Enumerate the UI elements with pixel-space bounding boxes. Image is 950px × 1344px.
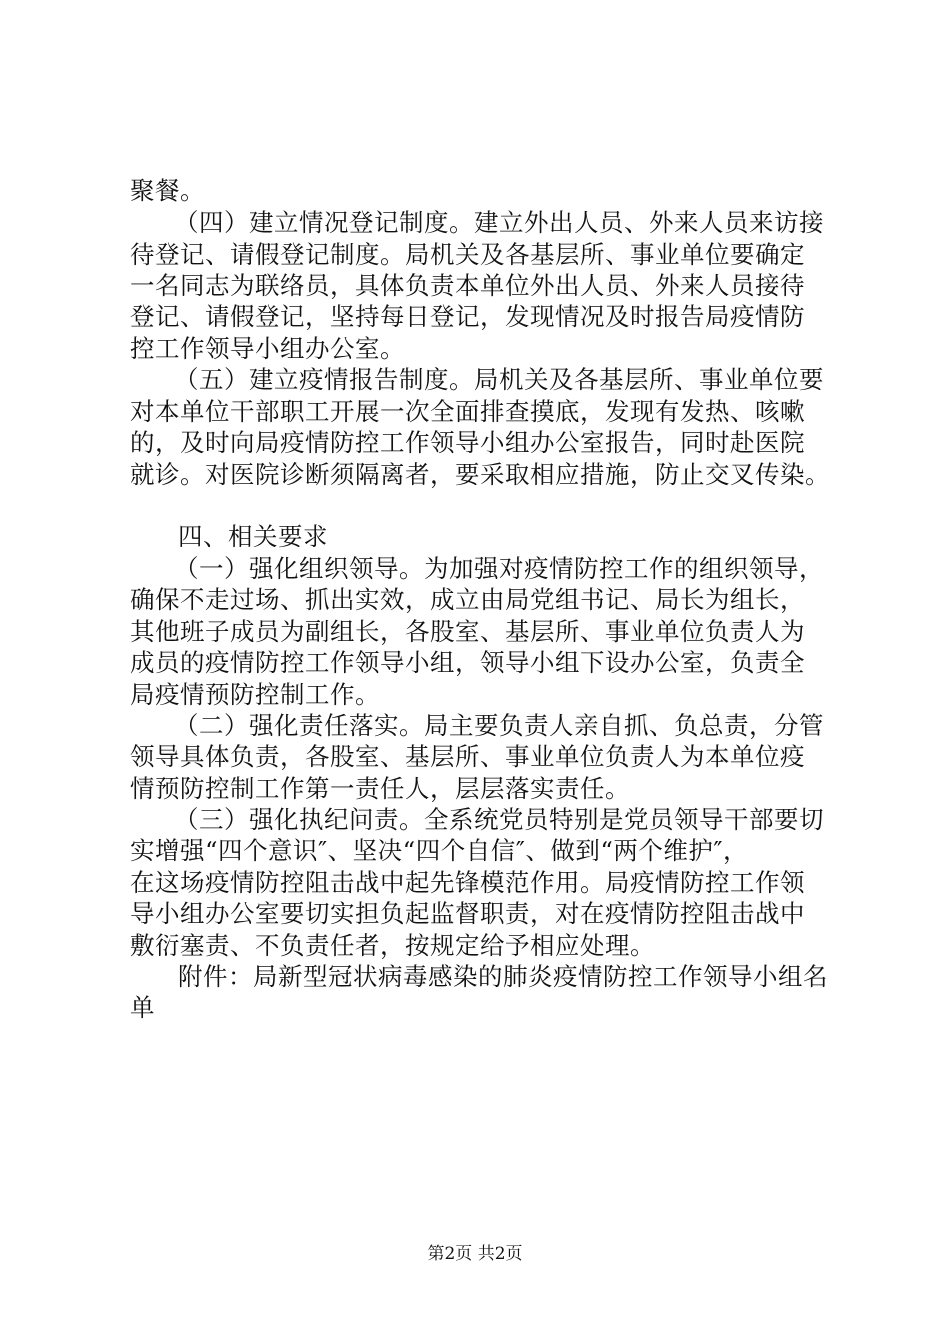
text-line-22: 在这场疫情防控阻击战中起先锋模范作用。局疫情防控工作领 <box>130 868 805 897</box>
text-line-5: 登记、请假登记，坚持每日登记，发现情况及时报告局疫情防 <box>130 302 805 331</box>
text-line-2: （四）建立情况登记制度。建立外出人员、外来人员来访接 <box>174 208 824 237</box>
section-heading: 四、相关要求 <box>178 522 328 551</box>
text-line-23: 导小组办公室要切实担负起监督职责，对在疫情防控阻击战中 <box>130 899 805 928</box>
text-line-21: 实增强“四个意识″、坚决“四个自信″、做到“两个维护″， <box>130 836 749 865</box>
text-line-10: 就诊。对医院诊断须隔离者，要采取相应措施，防止交叉传染。 <box>130 460 830 489</box>
text-line-1: 聚餐。 <box>130 176 205 205</box>
text-line-8: 对本单位干部职工开展一次全面排查摸底，发现有发热、咳嗽 <box>130 397 805 426</box>
text-line-24: 敷衍塞责、不负责任者，按规定给予相应处理。 <box>130 931 655 960</box>
attachment-line: 附件：局新型冠状病毒感染的肺炎疫情防控工作领导小组名 <box>178 962 828 991</box>
text-line-4: 一名同志为联络员，具体负责本单位外出人员、外来人员接待 <box>130 271 805 300</box>
text-line-17: （二）强化责任落实。局主要负责人亲自抓、负总责，分管 <box>174 711 824 740</box>
text-line-3: 待登记、请假登记制度。局机关及各基层所、事业单位要确定 <box>130 240 805 269</box>
page-number-footer: 第2页 共2页 <box>427 1244 523 1264</box>
text-line-16: 局疫情预防控制工作。 <box>130 680 380 709</box>
attachment-line-end: 单 <box>130 993 155 1022</box>
text-line-14: 其他班子成员为副组长，各股室、基层所、事业单位负责人为 <box>130 617 805 646</box>
text-line-20: （三）强化执纪问责。全系统党员特别是党员领导干部要切 <box>174 805 824 834</box>
text-line-9: 的，及时向局疫情防控工作领导小组办公室报告，同时赴医院 <box>130 428 805 457</box>
text-line-13: 确保不走过场、抓出实效，成立由局党组书记、局长为组长， <box>130 585 805 614</box>
text-line-7: （五）建立疫情报告制度。局机关及各基层所、事业单位要 <box>174 365 824 394</box>
text-line-12: （一）强化组织领导。为加强对疫情防控工作的组织领导， <box>174 554 824 583</box>
text-line-15: 成员的疫情防控工作领导小组，领导小组下设办公室，负责全 <box>130 648 805 677</box>
text-line-6: 控工作领导小组办公室。 <box>130 334 405 363</box>
text-line-18: 领导具体负责，各股室、基层所、事业单位负责人为本单位疫 <box>130 742 805 771</box>
text-line-19: 情预防控制工作第一责任人，层层落实责任。 <box>130 774 630 803</box>
